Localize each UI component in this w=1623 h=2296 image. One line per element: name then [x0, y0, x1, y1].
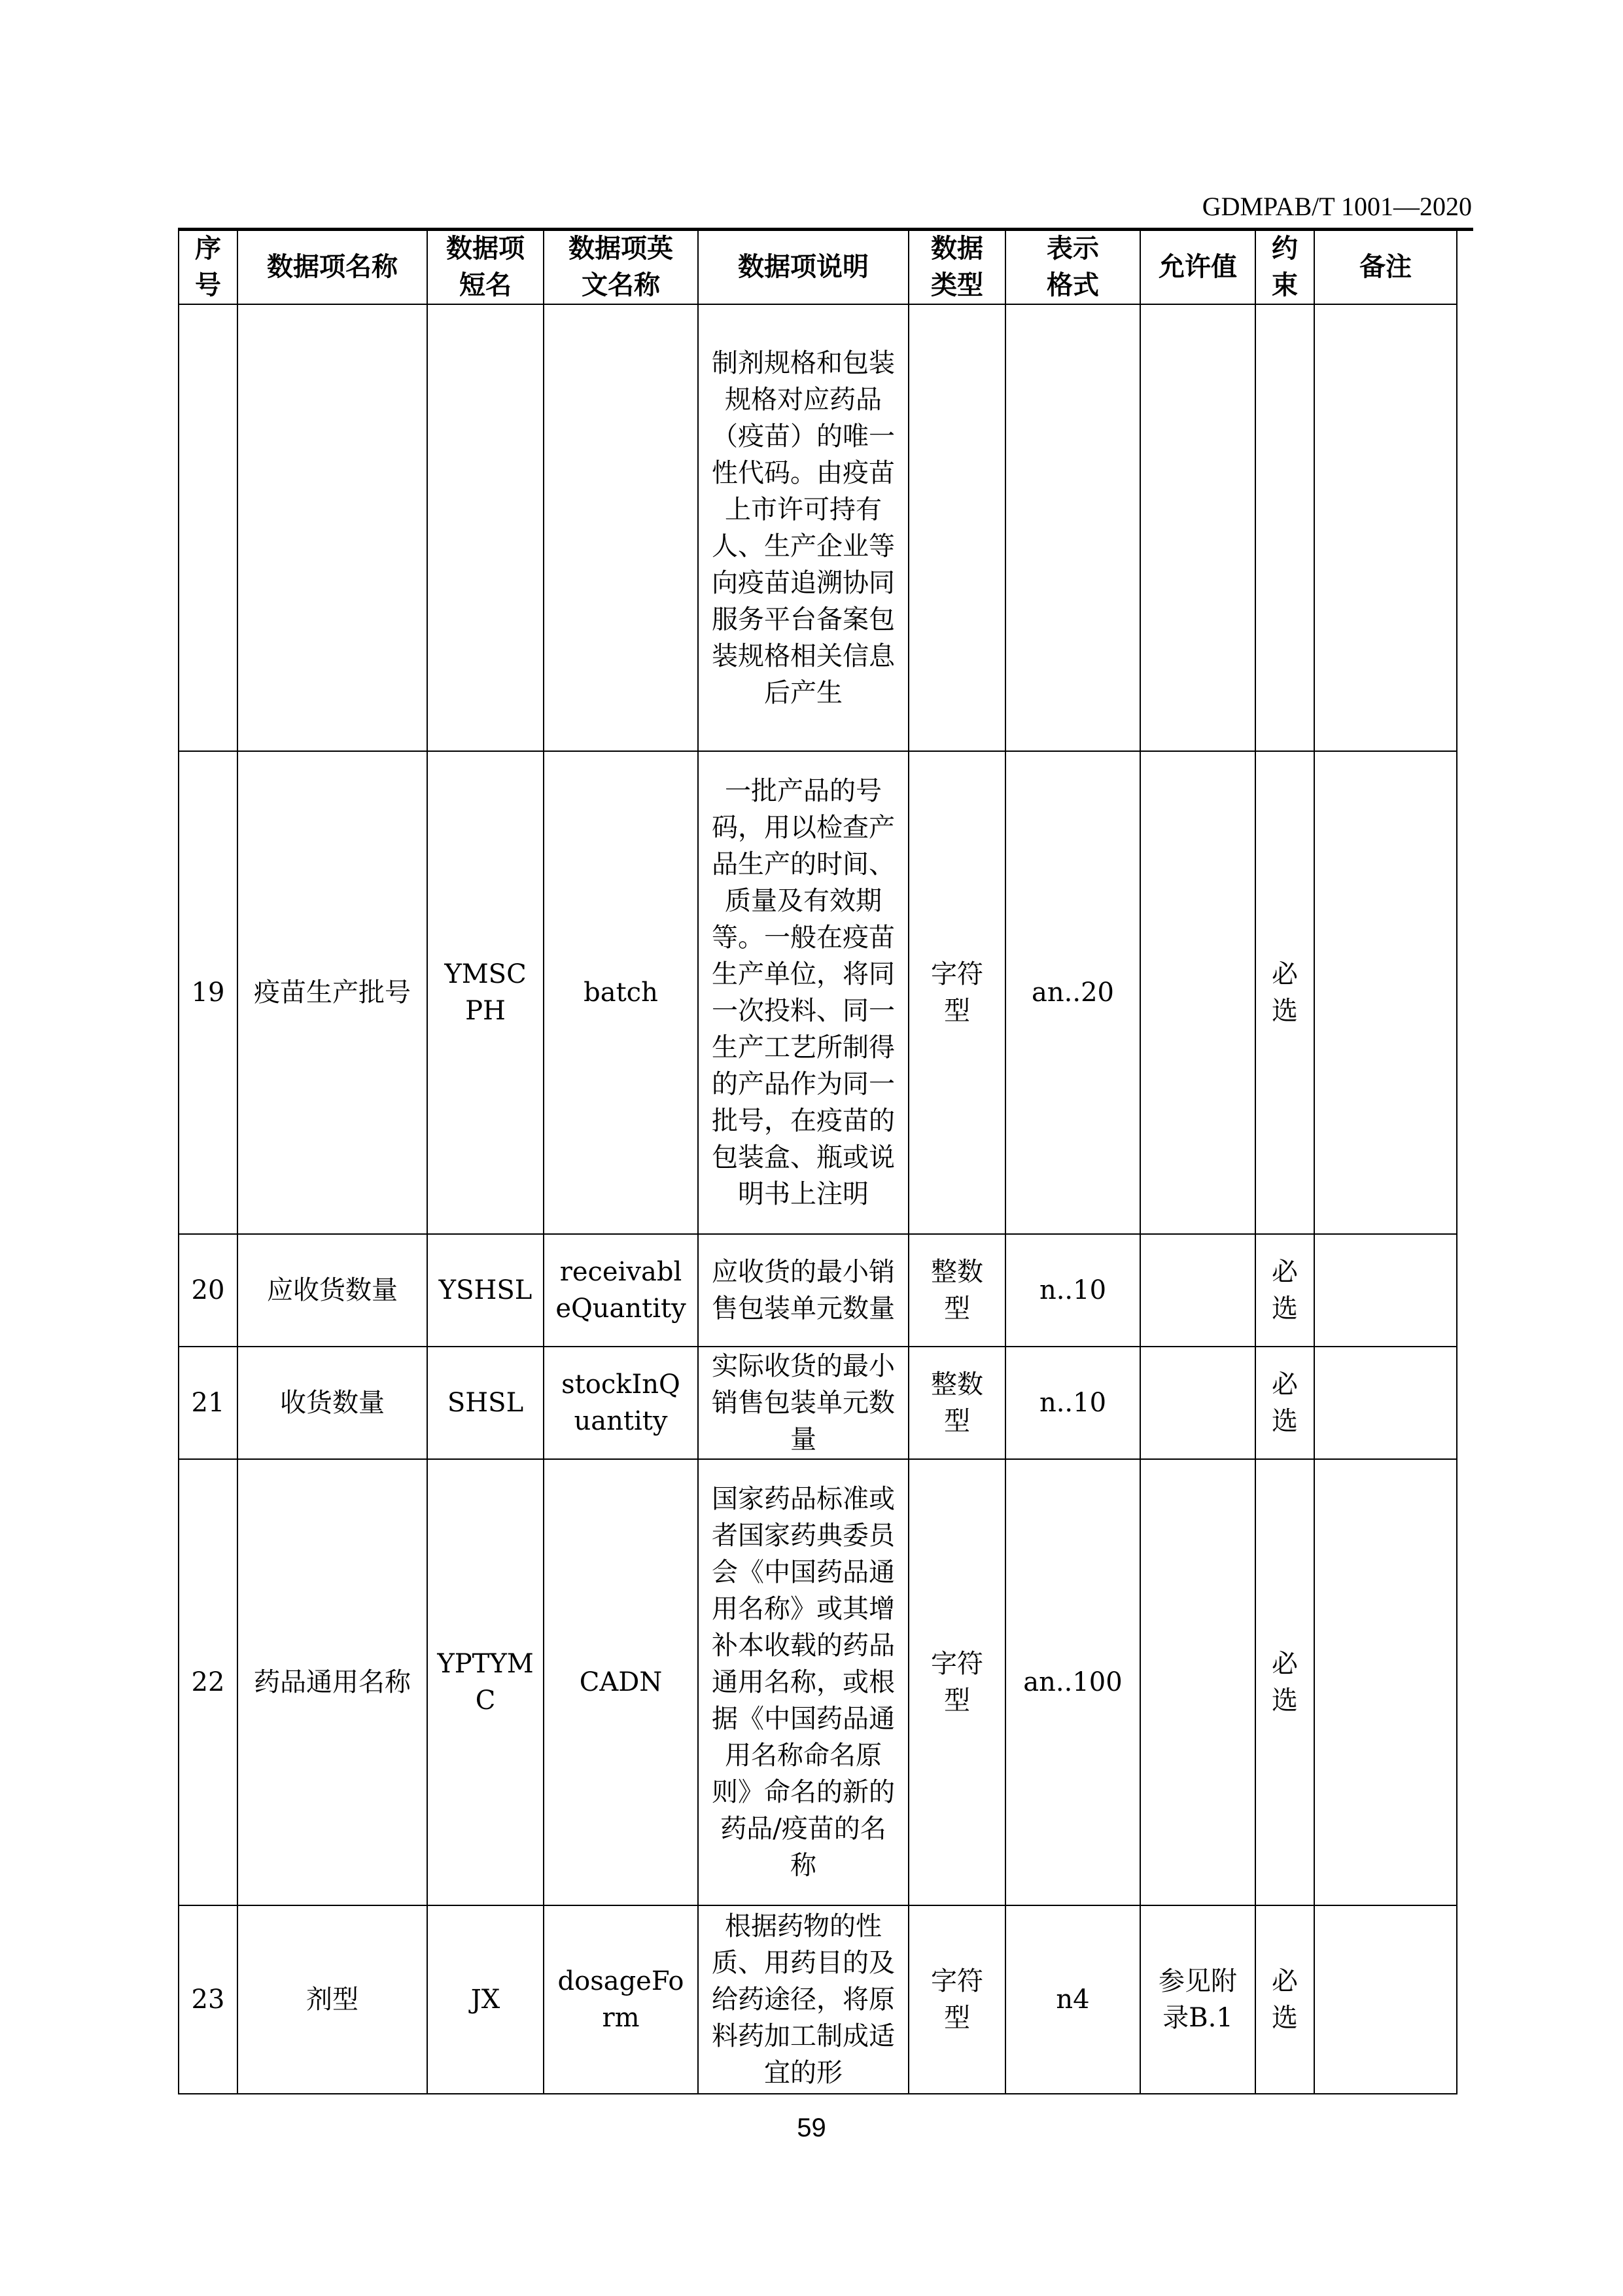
cell-short-name: YPTYMC — [427, 1459, 544, 1905]
cell-remark — [1314, 304, 1457, 751]
cell-constraint: 必选 — [1255, 1459, 1314, 1905]
cell-allowed-values — [1140, 304, 1255, 751]
column-header-label: 序 号 — [195, 234, 221, 300]
column-header-format — [1005, 230, 1140, 304]
cell-name: 剂型 — [237, 1905, 427, 2094]
cell-remark — [1314, 1905, 1457, 2094]
cell-short-name: SHSL — [427, 1347, 544, 1459]
table-row — [179, 751, 1457, 1234]
column-header-label: 表示 格式 — [1047, 234, 1099, 300]
cell-format: an..20 — [1005, 751, 1140, 1234]
cell-english-name: batch — [544, 751, 698, 1234]
cell-format: n..10 — [1005, 1234, 1140, 1347]
cell-description: 根据药物的性质、用药目的及给药途径，将原料药加工制成适宜的形 — [698, 1905, 909, 2094]
cell-description: 实际收货的最小销售包装单元数量 — [698, 1347, 909, 1459]
cell-english-name: stockInQuantity — [544, 1347, 698, 1459]
cell-no: 19 — [179, 751, 237, 1234]
cell-data-type: 字符型 — [909, 1459, 1005, 1905]
cell-constraint: 必选 — [1255, 1347, 1314, 1459]
cell-english-name: dosageForm — [544, 1905, 698, 2094]
cell-name — [237, 304, 427, 751]
column-header-constraint — [1255, 230, 1314, 304]
cell-data-type: 整数型 — [909, 1234, 1005, 1347]
column-header-label: 备注 — [1359, 252, 1412, 282]
table-row — [179, 1347, 1457, 1459]
cell-name: 药品通用名称 — [237, 1459, 427, 1905]
table-row — [179, 1234, 1457, 1347]
cell-no: 21 — [179, 1347, 237, 1459]
cell-data-type: 整数型 — [909, 1347, 1005, 1459]
page-number: 59 — [797, 2113, 826, 2142]
cell-format: n4 — [1005, 1905, 1140, 2094]
cell-allowed-values — [1140, 1459, 1255, 1905]
cell-remark — [1314, 1234, 1457, 1347]
cell-format: an..100 — [1005, 1459, 1140, 1905]
column-header-label: 约 束 — [1272, 234, 1298, 300]
column-header-remark — [1314, 230, 1457, 304]
column-header-label: 数据 类型 — [931, 234, 983, 300]
cell-short-name: YSHSL — [427, 1234, 544, 1347]
cell-description: 应收货的最小销售包装单元数量 — [698, 1234, 909, 1347]
cell-remark — [1314, 1347, 1457, 1459]
table-header-row — [179, 230, 1457, 304]
cell-allowed-values — [1140, 751, 1255, 1234]
cell-description: 国家药品标准或者国家药典委员会《中国药品通用名称》或其增补本收载的药品通用名称，或根据《中国药品通用名称命名原则》命名的新的药品/疫苗的名称 — [698, 1459, 909, 1905]
column-header-label: 数据项英 文名称 — [568, 234, 673, 300]
column-header-data-type — [909, 230, 1005, 304]
table-row — [179, 1459, 1457, 1905]
cell-short-name: YMSCPH — [427, 751, 544, 1234]
cell-data-type: 字符型 — [909, 751, 1005, 1234]
cell-no: 23 — [179, 1905, 237, 2094]
column-header-label: 数据项名称 — [267, 252, 398, 282]
cell-constraint: 必选 — [1255, 1905, 1314, 2094]
column-header-allowed-values — [1140, 230, 1255, 304]
cell-allowed-values: 参见附录B.1 — [1140, 1905, 1255, 2094]
cell-no: 22 — [179, 1459, 237, 1905]
cell-name: 疫苗生产批号 — [237, 751, 427, 1234]
cell-english-name: receivableQuantity — [544, 1234, 698, 1347]
cell-constraint: 必选 — [1255, 1234, 1314, 1347]
column-header-short-name — [427, 230, 544, 304]
cell-format — [1005, 304, 1140, 751]
cell-name: 收货数量 — [237, 1347, 427, 1459]
cell-remark — [1314, 1459, 1457, 1905]
table-row — [179, 1905, 1457, 2094]
column-header-english-name — [544, 230, 698, 304]
cell-format: n..10 — [1005, 1347, 1140, 1459]
cell-description: 一批产品的号码，用以检查产品生产的时间、质量及有效期等。一般在疫苗生产单位，将同一次投料、同一生产工艺所制得的产品作为同一批号，在疫苗的包装盒、瓶或说明书上注明 — [698, 751, 909, 1234]
cell-no — [179, 304, 237, 751]
column-header-description — [698, 230, 909, 304]
cell-data-type — [909, 304, 1005, 751]
cell-constraint — [1255, 304, 1314, 751]
column-header-label: 数据项 短名 — [446, 234, 525, 300]
cell-remark — [1314, 751, 1457, 1234]
cell-description: 制剂规格和包装规格对应药品（疫苗）的唯一性代码。由疫苗上市许可持有人、生产企业等向疫苗追溯协同服务平台备案包装规格相关信息后产生 — [698, 304, 909, 751]
cell-no: 20 — [179, 1234, 237, 1347]
cell-constraint: 必选 — [1255, 751, 1314, 1234]
cell-allowed-values — [1140, 1234, 1255, 1347]
column-header-no — [179, 230, 237, 304]
cell-short-name — [427, 304, 544, 751]
cell-data-type: 字符型 — [909, 1905, 1005, 2094]
table-row — [179, 304, 1457, 751]
column-header-name — [237, 230, 427, 304]
column-header-label: 允许值 — [1159, 252, 1237, 282]
standard-code: GDMPAB/T 1001—2020 — [1202, 192, 1472, 221]
cell-short-name: JX — [427, 1905, 544, 2094]
cell-english-name — [544, 304, 698, 751]
cell-english-name: CADN — [544, 1459, 698, 1905]
cell-allowed-values — [1140, 1347, 1255, 1459]
data-item-table — [178, 229, 1457, 2094]
column-header-label: 数据项说明 — [738, 252, 869, 282]
cell-name: 应收货数量 — [237, 1234, 427, 1347]
